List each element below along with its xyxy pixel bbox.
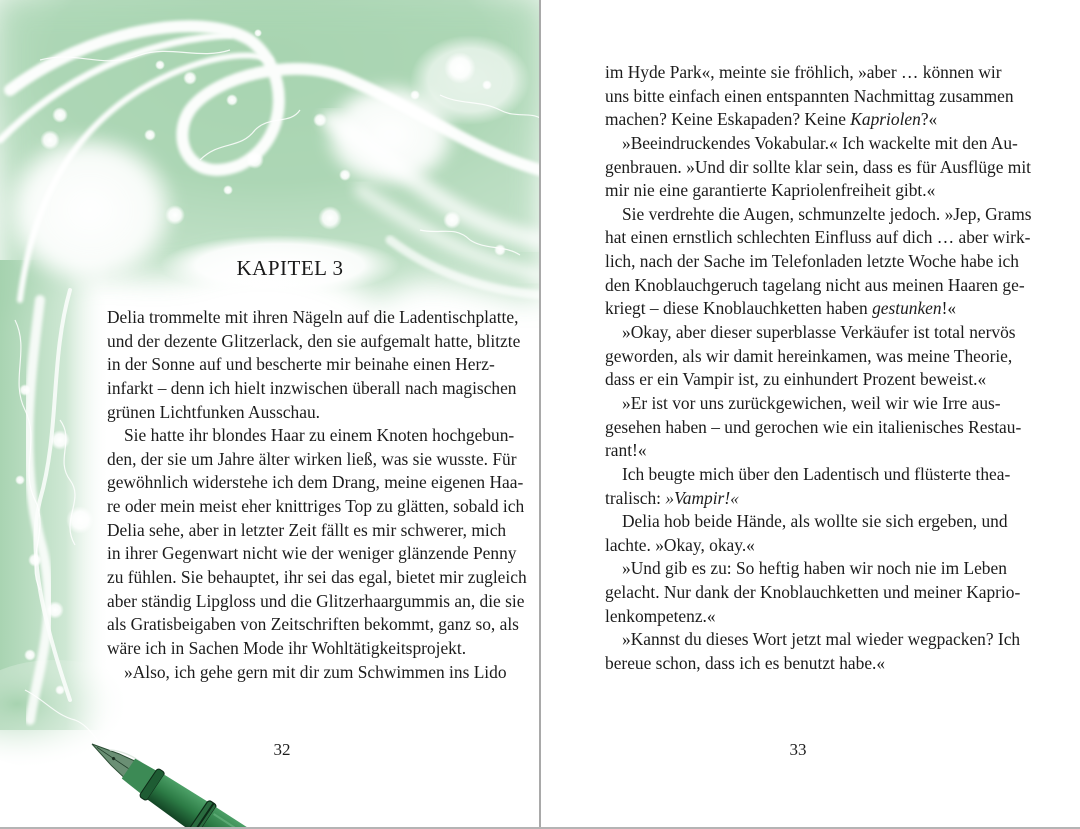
chapter-title: KAPITEL 3 [236,256,344,280]
text-line: »Er ist vor uns zurückgewichen, weil wir wie Irre aus- [622,392,1001,413]
text-line: genbrauen. »Und dir sollte klar sein, dass es für Ausflüge mit [605,156,1031,177]
text-line: »Kannst du dieses Wort jetzt mal wieder wegpacken? Ich [622,629,1021,650]
text-line: rant!« [605,440,647,461]
text-line: lich, nach der Sache im Telefonladen letzte Woche habe ich [605,251,1019,272]
text-line: »Und gib es zu: So heftig haben wir noch nie im Leben [622,558,1007,579]
text-line [605,108,993,132]
text-line: gelacht. Nur dank der Knoblauchketten und meiner Kaprio- [605,582,1021,603]
text-line: gewöhnlich widerstehe ich dem Drang, meine eigenen Haa- [107,472,524,493]
page-number-right: 33 [789,740,807,759]
text-line: Delia trommelte mit ihren Nägeln auf die Ladentischplatte, [107,307,519,327]
text-line: und der dezente Glitzerlack, den sie aufgemalt hatte, blitzte [107,330,521,351]
text-line: »Okay, aber dieser superblasse Verkäufer ist total nervös [622,322,1016,343]
text-line: geworden, als wir damit hereinkamen, was meine Theorie, [605,345,1013,366]
text-line: hat einen ernstlich schlechten Einfluss auf dich … aber wirk- [605,227,1031,248]
text-line: Ich beugte mich über den Ladentisch und flüsterte thea- [622,463,1011,484]
text-line [605,487,993,511]
page-number-left: 32 [273,740,291,759]
text-run: kriegt – diese Knoblauchketten haben [605,298,873,319]
text-line: »Beeindruckendes Vokabular.« Ich wackelte mit den Au- [622,132,1018,153]
text-line: in der Sonne auf und bescherte mir beinahe einen Herz- [107,354,495,375]
text-run: ?« [920,109,938,130]
text-line: »Also, ich gehe gern mit dir zum Schwimmen ins Lido [124,661,507,682]
text-line: lachte. »Okay, okay.« [605,534,755,555]
text-line: aber ständig Lipgloss und die Glitzerhaargummis an, die sie [107,590,525,611]
text-line: dass er ein Vampir ist, zu einhundert Prozent beweist.« [605,369,987,390]
text-run: !« [941,298,957,319]
text-run: machen? Keine Eskapaden? Keine [605,109,851,130]
italic-emphasis: »Vampir!« [665,487,739,508]
text-line: den, der sie um Jahre älter wirken ließ, was sie wusste. Für [107,448,517,469]
text-line: mir nie eine garantierte Kapriolenfreiheit gibt.« [605,180,936,201]
text-line: bereue schon, dass ich es benutzt habe.« [605,653,886,674]
text-line: re oder mein meist eher knittriges Top zu glätten, sobald ich [107,496,525,517]
text-line: Sie hatte ihr blondes Haar zu einem Knoten hochgebun- [124,425,515,446]
text-line: uns bitte einfach einen entspannten Nachmittag zusammen [605,85,1014,106]
text-run: tralisch: [605,487,666,508]
text-line: gesehen haben – und gerochen wie ein italienisches Restau- [605,416,1022,437]
text-line: zu fühlen. Sie behauptet, ihr sei das egal, bietet mir zugleich [107,567,527,588]
right-page-body-text [605,61,1032,676]
text-line: als Gratisbeigaben von Zeitschriften bekommt, ganz so, als [107,614,519,635]
italic-emphasis: Kapriolen [850,109,921,130]
italic-emphasis: gestunken [872,298,942,319]
text-line: Delia hob beide Hände, als wollte sie sich ergeben, und [622,511,1008,532]
text-line: grünen Lichtfunken Ausschau. [107,401,320,422]
left-page-body-text [107,306,527,684]
text-line: Delia sehe, aber in letzter Zeit fällt es mir schwerer, mich [107,519,507,540]
book-gutter-divider [539,0,541,829]
left-page [0,0,540,827]
text-line: lenkompetenz.« [605,605,716,626]
text-line: in ihrer Gegenwart nicht wie der weniger glänzende Penny [107,543,517,564]
text-line: wäre ich in Sachen Mode ihr Wohltätigkeitsprojekt. [107,637,467,658]
text-line: infarkt – denn ich hielt inzwischen überall nach magischen [107,377,517,398]
text-line: im Hyde Park«, meinte sie fröhlich, »aber … können wir [605,62,1002,82]
text-line: Sie verdrehte die Augen, schmunzelte jedoch. »Jep, Grams [622,203,1032,224]
text-line: den Knoblauchgeruch tagelang nicht aus meinen Haaren ge- [605,274,1025,295]
text-line [605,297,993,321]
